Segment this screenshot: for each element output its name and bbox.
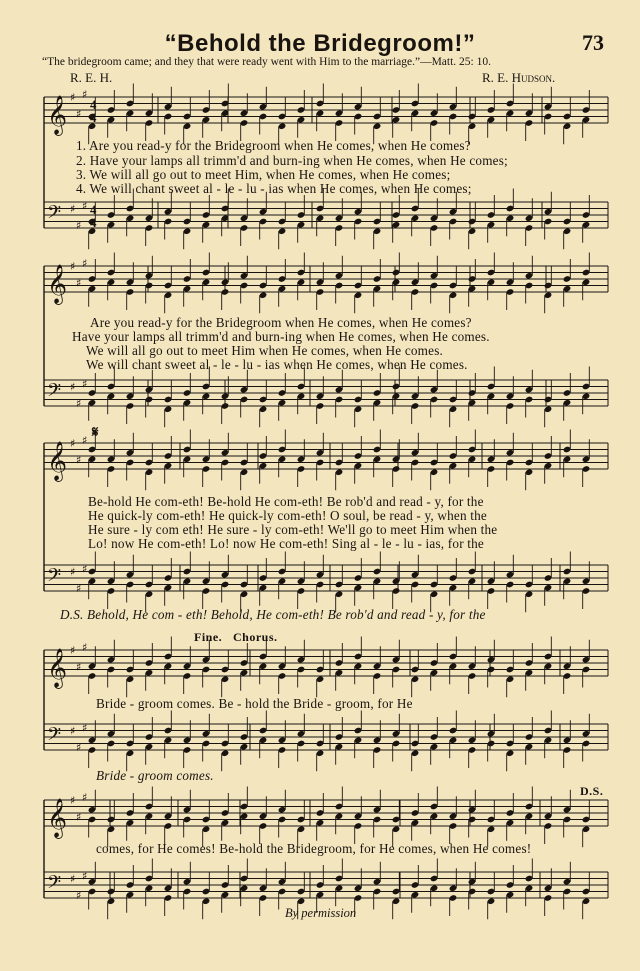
lyricist-credit: R. E. H. <box>70 70 113 85</box>
time-signature: 4 <box>90 202 97 217</box>
sharp-icon: ♯ <box>76 740 82 754</box>
sharp-icon: ♯ <box>70 380 76 394</box>
sharp-icon: ♯ <box>82 640 88 654</box>
sharp-icon: ♯ <box>70 437 76 450</box>
composer-credit: R. E. Hudson. <box>482 70 556 85</box>
sharp-icon: ♯ <box>82 869 88 883</box>
verse-1-line-1: 1. Are you read-y for the Bridegroom when He comes, when He comes? <box>76 138 471 153</box>
sharp-icon: ♯ <box>70 724 76 738</box>
treble-clef-icon: 𝄞 <box>47 798 68 838</box>
sharp-icon: ♯ <box>76 810 82 824</box>
treble-clef-icon: 𝄞 <box>47 264 68 304</box>
treble-clef-icon: 𝄞 <box>47 648 68 688</box>
verse-4-line-1: 4. We will chant sweet al - le - lu - ias when He comes, when He comes; <box>76 181 472 196</box>
verse-2-line-1: 2. Have your lamps all trimm'd and burn-ing when He comes, when He comes; <box>76 153 508 168</box>
bass-clef-icon: 𝄢 <box>47 724 62 750</box>
sharp-icon: ♯ <box>70 565 76 579</box>
sharp-icon: ♯ <box>70 872 76 886</box>
treble-clef-icon: 𝄞 <box>47 95 68 135</box>
sharp-icon: ♯ <box>76 660 82 674</box>
sharp-icon: ♯ <box>82 377 88 391</box>
verse-3-line-2: We will all go out to meet Him when He comes, when He comes. <box>86 343 444 358</box>
chorus-bass-lyric: Bride - groom comes. <box>96 768 214 783</box>
verse-3-line-1: 3. We will all go out to meet Him, when He comes, when He comes; <box>76 167 451 182</box>
sharp-icon: ♯ <box>76 276 82 290</box>
sharp-icon: ♯ <box>76 581 82 595</box>
chorus-label: Chorus. <box>233 630 278 644</box>
sharp-icon: ♯ <box>76 107 82 121</box>
sharp-icon: ♯ <box>70 260 76 273</box>
page-number: 73 <box>582 30 604 55</box>
treble-clef-icon: 𝄞 <box>47 441 68 481</box>
sharp-icon: ♯ <box>82 790 88 804</box>
verse-3-line-3: He sure - ly com eth! He sure - ly com-eth! We'll go to meet Him when the <box>88 522 498 537</box>
sharp-icon: ♯ <box>70 202 76 216</box>
sharp-icon: ♯ <box>76 218 82 232</box>
sharp-icon: ♯ <box>82 721 88 735</box>
permission-credit: By permission <box>285 906 357 920</box>
sharp-icon: ♯ <box>82 256 88 270</box>
bass-clef-icon: 𝄢 <box>47 380 62 406</box>
sharp-icon: ♯ <box>82 87 88 101</box>
dal-segno-lyric: D.S. Behold, He com - eth! Behold, He com-eth! Be rob'd and read - y, for the <box>60 607 486 622</box>
time-signature: 4 <box>90 97 97 112</box>
bass-clef-icon: 𝄢 <box>47 202 62 228</box>
verse-4-line-3: Lo! now He com-eth! Lo! now He com-eth! Sing al - le - lu - ias, for the <box>88 536 484 551</box>
sharp-icon: ♯ <box>82 433 88 447</box>
chorus-lyric-line-1: Bride - groom comes. Be - hold the Bride - groom, for He <box>96 696 413 711</box>
sharp-icon: ♯ <box>76 396 82 410</box>
time-signature: 4 <box>90 110 97 125</box>
segno-sign: 𝄋 <box>92 425 99 441</box>
sharp-icon: ♯ <box>82 562 88 576</box>
dal-segno-label: D.S. <box>580 784 604 798</box>
fine-label: Fine. <box>194 630 223 644</box>
time-signature: 4 <box>90 215 97 230</box>
verse-1-line-3: Be-hold He com-eth! Be-hold He com-eth! Be rob'd and read - y, for the <box>88 494 484 509</box>
verse-2-line-2: Have your lamps all trimm'd and burn-ing when He comes, when He comes. <box>72 329 490 344</box>
hymn-title: “Behold the Bridegroom!” <box>164 30 476 57</box>
sharp-icon: ♯ <box>82 199 88 213</box>
sharp-icon: ♯ <box>76 453 82 467</box>
chorus-lyric-line-2: comes, for He comes! Be-hold the Bridegroom, for He comes, when He comes! <box>96 841 532 856</box>
verse-1-line-2: Are you read-y for the Bridegroom when He comes, when He comes? <box>90 315 472 330</box>
bass-clef-icon: 𝄢 <box>47 872 62 898</box>
sharp-icon: ♯ <box>70 91 76 104</box>
sharp-icon: ♯ <box>70 644 76 657</box>
bass-clef-icon: 𝄢 <box>47 565 62 591</box>
sharp-icon: ♯ <box>76 888 82 902</box>
scripture-epigraph: “The bridegroom came; and they that were ready went with Him to the marriage.”—Matt. 25: 10. <box>42 56 491 68</box>
verse-4-line-2: We will chant sweet al - le - lu - ias when He comes, when He comes. <box>86 357 468 372</box>
verse-2-line-3: He quick-ly com-eth! He quick-ly com-eth! O soul, be read - y, when the <box>88 508 487 523</box>
sharp-icon: ♯ <box>70 794 76 807</box>
